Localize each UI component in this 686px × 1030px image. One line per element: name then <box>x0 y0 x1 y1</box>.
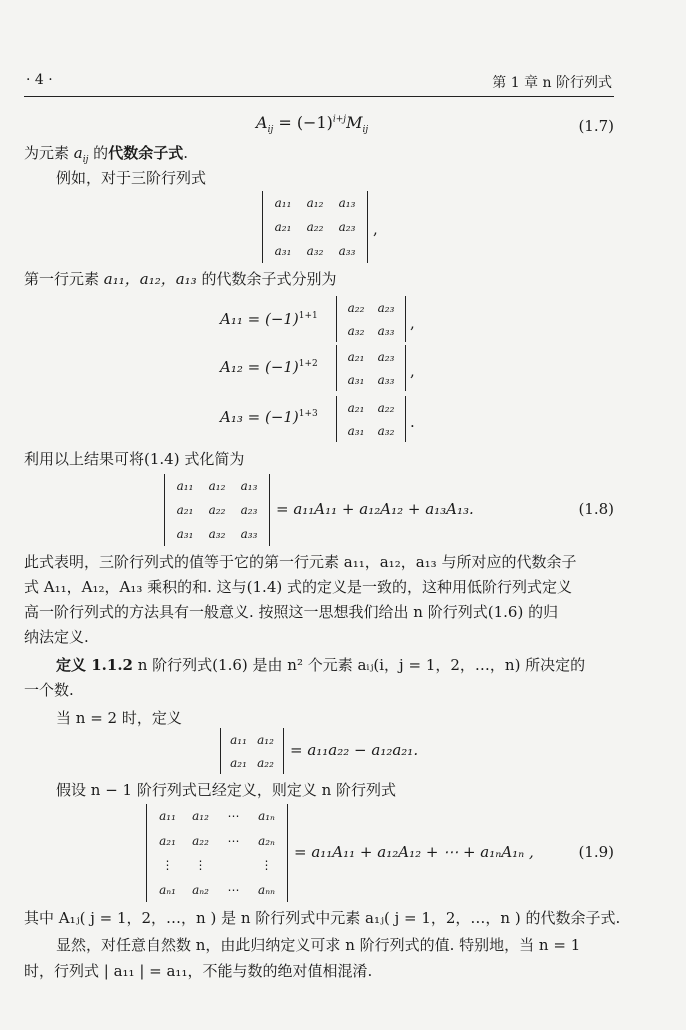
cofactor-a12: $A_{12} = (-1)^{1+2}$ <box>220 358 318 376</box>
header-rule <box>24 96 614 97</box>
text-line: 利用以上结果可将(1.4) 式化简为 <box>24 450 245 468</box>
determinant-2x2: a₁₁ a₁₂ a₂₁ a₂₂ <box>220 728 284 774</box>
minor-m12: a₂₁ a₂₃ a₃₁ a₃₃ <box>336 345 406 391</box>
paragraph-line: 纳法定义. <box>24 628 89 646</box>
cofactor-a13: $A_{13} = (-1)^{1+3}$ <box>220 408 318 426</box>
determinant-nxn: a₁₁ a₁₂ ⋯ a₁ₙ a₂₁ a₂₂ ⋯ a₂ₙ ⋮ ⋮ ⋮ aₙ₁ aₙ₂ ⋯ aₙₙ <box>146 804 288 902</box>
minor-m13: a₂₁ a₂₂ a₃₁ a₃₂ <box>336 396 406 442</box>
comma: , <box>410 362 415 380</box>
text-line: 假设 n − 1 阶行列式已经定义，则定义 n 阶行列式 <box>56 781 397 799</box>
period: . <box>410 413 415 431</box>
text-line: 其中 A₁ⱼ( j = 1，2，…，n ) 是 n 阶行列式中元素 a₁ⱼ( j = 1，2，…，n ) 的代数余子式. <box>24 909 621 927</box>
determinant-3x3-expansion: a₁₁ a₁₂ a₁₃ a₂₁ a₂₂ a₂₃ a₃₁ a₃₂ a₃₃ <box>164 474 270 546</box>
equation-1-9-rhs: = a₁₁A₁₁ + a₁₂A₁₂ + ⋯ + a₁ₙA₁ₙ , <box>294 843 534 861</box>
comma: , <box>410 314 415 332</box>
equation-1-7: $A_{ij} = (-1)^{i+j}M_{ij}$ <box>256 113 369 136</box>
cofactor-a11: $A_{11} = (-1)^{1+1}$ <box>220 310 318 328</box>
text-line: 为元素 $a_{ij}$ 的代数余子式. <box>24 144 188 165</box>
page-number: · 4 · <box>26 72 53 88</box>
minor-m11: a₂₂ a₂₃ a₃₂ a₃₃ <box>336 296 406 342</box>
text-line: 当 n = 2 时，定义 <box>56 709 182 727</box>
definition-label: 定义 1.1.2 <box>56 656 133 674</box>
paragraph-line: 式 A₁₁，A₁₂，A₁₃ 乘积的和. 这与(1.4) 式的定义是一致的，这种用低阶行列式定义 <box>24 578 572 596</box>
equation-number-1-9: (1.9) <box>578 843 614 861</box>
determinant-3x3: a₁₁ a₁₂ a₁₃ a₂₁ a₂₂ a₂₃ a₃₁ a₃₂ a₃₃ <box>262 191 368 263</box>
text-line: 例如，对于三阶行列式 <box>56 169 207 187</box>
text-line: 显然，对任意自然数 n，由此归纳定义可求 n 阶行列式的值. 特别地，当 n = 1 <box>56 936 581 954</box>
comma: , <box>373 220 378 238</box>
chapter-title: 第 1 章 n 阶行列式 <box>492 75 612 91</box>
equation-number-1-7: (1.7) <box>578 117 614 135</box>
equation-1-8-rhs: = a₁₁A₁₁ + a₁₂A₁₂ + a₁₃A₁₃. <box>276 500 474 518</box>
definition-line: 定义 1.1.2 n 阶行列式(1.6) 是由 n² 个元素 aᵢⱼ(i，j = 1，2，…，n) 所决定的 <box>56 656 586 674</box>
paragraph-line: 高一阶行列式的方法具有一般意义. 按照这一思想我们给出 n 阶行列式(1.6) 的归 <box>24 603 559 621</box>
text-line: 第一行元素 a₁₁，a₁₂，a₁₃ 的代数余子式分别为 <box>24 270 337 288</box>
text-line: 时，行列式 | a₁₁ | = a₁₁，不能与数的绝对值相混淆. <box>24 962 373 980</box>
equation-2x2-rhs: = a₁₁a₂₂ − a₁₂a₂₁. <box>290 741 419 759</box>
equation-number-1-8: (1.8) <box>578 500 614 518</box>
definition-line: 一个数. <box>24 681 74 699</box>
paragraph-line: 此式表明，三阶行列式的值等于它的第一行元素 a₁₁，a₁₂，a₁₃ 与所对应的代数余子 <box>24 553 577 571</box>
